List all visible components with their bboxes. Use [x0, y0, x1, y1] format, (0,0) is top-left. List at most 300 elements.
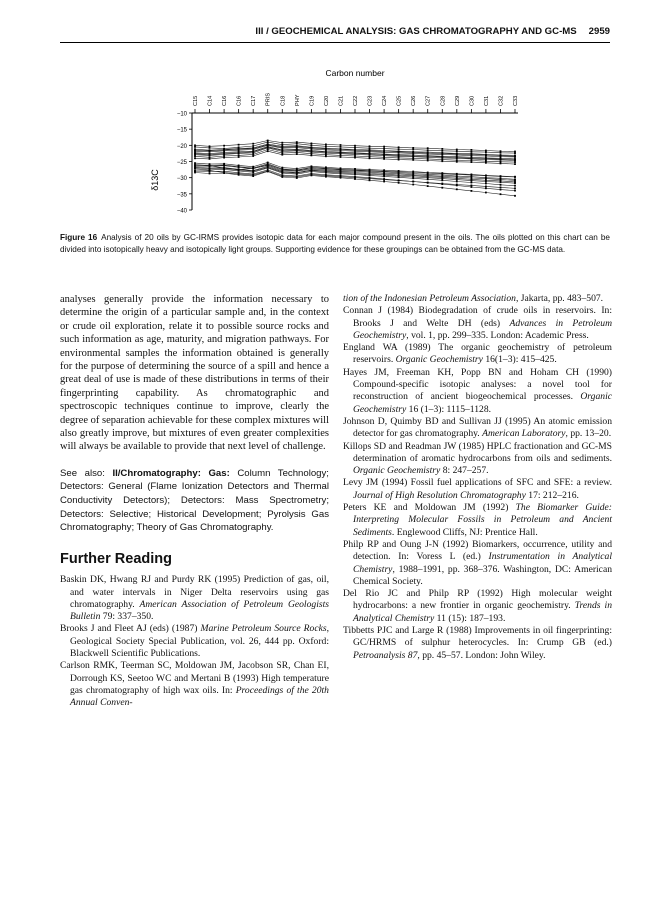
data-point — [340, 176, 342, 178]
running-header — [60, 26, 610, 38]
data-point — [252, 148, 254, 150]
reference-entry — [343, 477, 612, 502]
figure-caption-text: Analysis of 20 oils by GC-IRMS provides isotopic data for each major compound present in the oils. The oils plotted on this chart can be divided into isotopically heavy and isotopically light groups. Supporting evidence for these groupings can be obtained from the GC-MS data. — [60, 233, 610, 254]
reference-text: Connan J (1984) Biodegradation of crude oils in reservoirs. In: Brooks J and Welte DH (eds) — [343, 305, 612, 329]
data-point — [398, 175, 400, 177]
reference-entry — [60, 660, 329, 709]
data-point — [223, 164, 225, 166]
x-tick-label: C31 — [483, 95, 490, 106]
data-point — [325, 145, 327, 147]
data-point — [485, 187, 487, 189]
data-point — [340, 146, 342, 148]
data-point — [383, 148, 385, 150]
data-point — [238, 166, 240, 168]
data-point — [311, 155, 313, 157]
data-point — [485, 151, 487, 153]
data-point — [267, 170, 269, 172]
data-point — [296, 176, 298, 178]
data-point — [427, 160, 429, 162]
data-point — [311, 168, 313, 170]
data-point — [209, 165, 211, 167]
data-point — [369, 150, 371, 152]
data-point — [485, 178, 487, 180]
data-point — [194, 162, 196, 164]
data-point — [296, 169, 298, 171]
x-tick-label: C22 — [353, 95, 359, 106]
running-title: III / GEOCHEMICAL ANALYSIS: GAS CHROMATOGRAPHY AND GC-MS — [255, 26, 577, 37]
data-point — [267, 163, 269, 165]
data-point — [398, 171, 400, 173]
reference-text: 79: 337–350. — [100, 611, 154, 623]
x-tick-label: C16 — [236, 95, 243, 106]
data-point — [471, 182, 473, 184]
data-point — [252, 143, 254, 145]
data-point — [456, 153, 458, 155]
data-point — [223, 172, 225, 174]
data-point — [369, 179, 371, 181]
reference-text: Philp RP and Oung J-N (1992) Biomarkers, occurrence, utility and detection. In: Voress L (ed.) — [343, 538, 612, 563]
data-point — [427, 147, 429, 149]
reference-text: Killops SD and Readman JW (1985) HPLC fractionation and GC-MS determination of aromatic hydrocarbons from oils and sediments. — [343, 440, 612, 464]
data-point — [354, 171, 356, 173]
see-also-label: See also: — [60, 467, 105, 479]
data-point — [514, 179, 516, 181]
reference-text: , Jakarta, pp. 483–507. — [515, 293, 604, 304]
data-point — [281, 150, 283, 152]
data-point — [340, 170, 342, 172]
data-point — [325, 169, 327, 171]
data-point — [500, 189, 502, 191]
data-point — [194, 165, 196, 167]
right-column — [343, 293, 612, 662]
x-tick-label: C29 — [454, 95, 461, 106]
data-point — [441, 156, 443, 158]
data-point — [325, 144, 327, 146]
data-point — [252, 154, 254, 156]
data-point — [340, 172, 342, 174]
y-tick-label: −15 — [176, 127, 187, 134]
data-point — [398, 155, 400, 157]
data-point — [398, 157, 400, 159]
data-point — [194, 170, 196, 172]
data-point — [194, 144, 196, 146]
data-point — [369, 153, 371, 155]
data-point — [412, 159, 414, 161]
data-point — [441, 187, 443, 189]
data-point — [398, 151, 400, 153]
data-point — [194, 167, 196, 169]
data-point — [514, 161, 516, 163]
data-point — [354, 153, 356, 155]
data-point — [267, 141, 269, 143]
data-point — [441, 173, 443, 175]
data-point — [296, 153, 298, 155]
data-point — [456, 149, 458, 151]
data-point — [427, 182, 429, 184]
reference-text: Hayes JM, Freeman KH, Popp BN and Hoham CH (1990) Compound-specific isotopic analyses: a novel tool for reconstruction of ancient biogeochemical processes. — [343, 366, 612, 403]
data-point — [500, 155, 502, 157]
data-point — [209, 147, 211, 149]
x-tick-label: C16 — [222, 95, 229, 106]
data-point — [500, 179, 502, 181]
data-point — [398, 182, 400, 184]
data-point — [296, 143, 298, 145]
reference-entry — [343, 588, 612, 625]
data-point — [209, 173, 211, 175]
reference-title: Trends in Analytical Chemistry — [353, 600, 612, 624]
category-labels — [193, 93, 519, 106]
data-point — [311, 147, 313, 149]
data-point — [485, 175, 487, 177]
reference-title: Marine Petroleum Source Rocks — [200, 623, 327, 635]
data-point — [500, 181, 502, 183]
data-point — [194, 164, 196, 166]
reference-text: , pp. 13–20. — [565, 428, 612, 440]
data-point — [325, 151, 327, 153]
reference-text: Del Rio JC and Philp RP (1992) High molecular weight hydrocarbons: a new frontier in organic geochemistry. — [343, 588, 612, 612]
data-point — [514, 155, 516, 157]
data-point — [238, 155, 240, 157]
data-point — [340, 155, 342, 157]
reference-text: 8: 247–257. — [440, 465, 489, 477]
data-point — [369, 156, 371, 158]
reference-text: , 1988–1991, pp. 368–376. Washington, DC: American Chemical Society. — [353, 563, 612, 587]
data-point — [383, 179, 385, 181]
reference-title: The Biomarker Guide: Interpreting Molecular Fossils in Petroleum and Ancient Sediments — [353, 502, 612, 538]
reference-entry — [343, 539, 612, 588]
x-tick-label: C26 — [411, 95, 418, 106]
data-point — [500, 176, 502, 178]
x-tick-label: C14 — [207, 95, 214, 106]
reference-text: . Englewood Cliffs, NJ: Prentice Hall. — [391, 526, 538, 538]
reference-entry — [343, 441, 612, 478]
data-point — [412, 147, 414, 149]
left-column — [60, 293, 329, 710]
data-point — [369, 157, 371, 159]
data-point — [354, 147, 356, 149]
data-point — [252, 151, 254, 153]
data-point — [427, 178, 429, 180]
data-point — [398, 180, 400, 182]
data-point — [514, 151, 516, 153]
data-point — [267, 144, 269, 146]
data-point — [485, 181, 487, 183]
data-point — [267, 150, 269, 152]
data-point — [485, 162, 487, 164]
data-point — [223, 157, 225, 159]
data-point — [369, 147, 371, 149]
data-point — [471, 186, 473, 188]
data-point — [223, 149, 225, 151]
data-point — [383, 181, 385, 183]
data-point — [311, 144, 313, 146]
data-point — [267, 149, 269, 151]
x-tick-label: C20 — [323, 95, 330, 106]
data-point — [325, 148, 327, 150]
data-point — [325, 171, 327, 173]
y-tick-label: −30 — [176, 176, 187, 183]
x-tick-label: C25 — [396, 95, 403, 106]
data-point — [238, 156, 240, 158]
data-point — [281, 152, 283, 154]
data-point — [471, 157, 473, 159]
reference-text: Carlson RMK, Teerman SC, Moldowan JM, Jacobson SR, Chan EI, Dorrough KS, Seetoo WC and Mertani B (1993) High temperature gas chromatography of high wax oils. In: — [60, 660, 329, 696]
reference-text: 16 (1–3): 1115–1128. — [406, 403, 492, 415]
data-point — [354, 173, 356, 175]
reference-text: , vol. 1, pp. 299–335. London: Academic Press. — [406, 329, 589, 341]
x-tick-label: C19 — [309, 95, 316, 106]
data-point — [398, 159, 400, 161]
data-point — [427, 172, 429, 174]
reference-list-left — [60, 574, 329, 709]
data-point — [514, 152, 516, 154]
reference-entry — [343, 293, 612, 305]
data-point — [412, 155, 414, 157]
data-point — [354, 155, 356, 157]
data-point — [340, 149, 342, 151]
data-point — [252, 167, 254, 169]
data-point — [500, 184, 502, 186]
data-point — [514, 195, 516, 197]
data-point — [471, 177, 473, 179]
data-point — [281, 175, 283, 177]
data-point — [456, 161, 458, 163]
reference-text: Johnson D, Quimby BD and Sullivan JJ (1995) An atomic emission detector for gas chromatography. — [343, 415, 612, 440]
reference-title: tion of the Indonesian Petroleum Association — [343, 293, 516, 304]
y-tick-label: −35 — [176, 192, 187, 199]
data-point — [441, 153, 443, 155]
reference-text: 11 (15): 187–193. — [434, 612, 506, 624]
data-point — [412, 172, 414, 174]
data-point — [471, 151, 473, 153]
reference-text: , Geological Society Special Publication, vol. 26, 444 pp. Oxford: Blackwell Scientific Publications. — [70, 623, 329, 660]
data-point — [209, 168, 211, 170]
data-point — [412, 184, 414, 186]
y-tick-label: −40 — [176, 208, 187, 215]
data-point — [296, 149, 298, 151]
data-point — [311, 150, 313, 152]
data-point — [456, 157, 458, 159]
data-point — [500, 150, 502, 152]
data-point — [325, 175, 327, 177]
x-tick-label: C15 — [193, 95, 199, 106]
data-point — [471, 185, 473, 187]
reference-text: Peters KE and Moldowan JM (1992) — [343, 502, 516, 514]
data-point — [500, 152, 502, 154]
reference-title: Journal of High Resolution Chromatography — [353, 489, 526, 501]
data-point — [456, 174, 458, 176]
data-point — [238, 173, 240, 175]
data-point — [383, 174, 385, 176]
data-point — [252, 170, 254, 172]
data-point — [427, 155, 429, 157]
data-point — [311, 170, 313, 172]
data-point — [441, 160, 443, 162]
data-point — [354, 177, 356, 179]
data-point — [383, 146, 385, 148]
data-point — [412, 181, 414, 183]
data-point — [354, 169, 356, 171]
reference-title: American Association of Petroleum Geologists Bulletin — [70, 598, 329, 623]
data-point — [267, 140, 269, 142]
x-tick-label: C18 — [280, 95, 287, 106]
data-point — [514, 159, 516, 161]
data-point — [441, 150, 443, 152]
data-point — [194, 153, 196, 155]
data-point — [281, 171, 283, 173]
see-also-links[interactable]: Column Technology; Detectors: General (Flame Ionization Detectors and Thermal Conductivity Detectors); Detectors: Mass Spectrometry; Detectors: Selective; Historical Development; Pyrolysis Gas Chromatography; Theory of Gas Chromatography. — [60, 467, 329, 534]
data-point — [427, 158, 429, 160]
data-point — [194, 157, 196, 159]
data-point — [412, 157, 414, 159]
data-point — [456, 184, 458, 186]
data-point — [485, 183, 487, 185]
data-point — [325, 167, 327, 169]
data-point — [369, 145, 371, 147]
data-point — [485, 158, 487, 160]
reference-text: 16(1–3): 415–425. — [482, 354, 557, 366]
reference-text: 17: 212–216. — [525, 489, 579, 501]
data-point — [325, 155, 327, 157]
reference-entry — [60, 623, 329, 660]
data-point — [514, 187, 516, 189]
data-point — [267, 146, 269, 148]
x-tick-label: C27 — [425, 95, 432, 106]
data-point — [471, 161, 473, 163]
data-point — [238, 169, 240, 171]
data-point — [223, 155, 225, 157]
x-tick-label: C21 — [338, 95, 345, 106]
data-point — [500, 193, 502, 195]
data-point — [398, 173, 400, 175]
data-point — [500, 163, 502, 165]
data-point — [441, 159, 443, 161]
see-also-bold: II/Chromatography: Gas: — [112, 467, 230, 479]
data-point — [427, 177, 429, 179]
data-point — [209, 170, 211, 172]
data-point — [252, 145, 254, 147]
figure-label: Figure 16 — [60, 233, 98, 242]
data-point — [456, 181, 458, 183]
see-also — [60, 467, 329, 535]
data-point — [427, 152, 429, 154]
y-tick-label: −25 — [176, 160, 187, 166]
data-point — [471, 180, 473, 182]
data-point — [209, 156, 211, 158]
data-point — [281, 154, 283, 156]
data-point — [471, 174, 473, 176]
data-point — [456, 188, 458, 190]
reference-title: Organic Geochemistry — [395, 354, 483, 366]
data-point — [369, 171, 371, 173]
data-point — [383, 156, 385, 158]
data-point — [485, 186, 487, 188]
data-point — [354, 149, 356, 151]
data-point — [500, 161, 502, 163]
data-point — [427, 185, 429, 187]
y-axis-label: δ13C — [150, 169, 160, 191]
page-number: 2959 — [588, 26, 610, 37]
chart-series — [194, 140, 516, 197]
reference-title: Petroanalysis 87 — [353, 649, 418, 661]
data-point — [383, 154, 385, 156]
data-point — [209, 154, 211, 156]
figure-caption — [60, 232, 610, 256]
data-point — [514, 176, 516, 178]
reference-text: England WA (1989) The organic geochemistry of petroleum reservoirs. — [343, 342, 612, 366]
reference-title: Organic Geochemistry — [353, 465, 441, 477]
data-point — [485, 154, 487, 156]
data-point — [340, 168, 342, 170]
data-point — [500, 158, 502, 160]
x-tick-label: C23 — [367, 95, 374, 106]
data-point — [412, 174, 414, 176]
data-point — [267, 166, 269, 168]
data-point — [267, 165, 269, 167]
x-tick-label: C17 — [251, 95, 258, 106]
data-point — [296, 146, 298, 148]
reference-entry — [60, 574, 329, 623]
data-point — [412, 176, 414, 178]
data-point — [471, 149, 473, 151]
data-point — [194, 149, 196, 151]
data-point — [238, 148, 240, 150]
data-point — [281, 146, 283, 148]
data-point — [281, 144, 283, 146]
data-point — [383, 151, 385, 153]
reference-title: Advances in Petroleum Geochemistry — [353, 317, 612, 341]
header-rule — [60, 42, 610, 43]
data-point — [383, 158, 385, 160]
data-point — [398, 146, 400, 148]
data-point — [485, 150, 487, 152]
data-point — [238, 144, 240, 146]
data-point — [223, 145, 225, 147]
data-point — [456, 179, 458, 181]
data-point — [398, 148, 400, 150]
data-point — [369, 174, 371, 176]
data-point — [471, 154, 473, 156]
data-point — [311, 166, 313, 168]
data-point — [500, 187, 502, 189]
body-paragraph: analyses generally provide the information necessary to determine the origin of a particular sample and, in the context or crude oil exploration, relate it to possible source rocks and such information as age, maturity, and migration pathways. For environmental samples the information obtained is generally for the purpose of determining the source of a spill and hence a great deal of use is made of these distributions in terms of their fingerprinting capability. As chromatographic and spectroscopic techniques continue to improve, clearly the degree of separation achievable for these complex mixtures will also greatly improve, but mixtures of even greater complexities will always be available to provide that next level of challenge. — [60, 294, 329, 453]
reference-entry — [343, 305, 612, 342]
data-point — [340, 144, 342, 146]
x-tick-label: C32 — [498, 95, 505, 106]
data-point — [296, 141, 298, 143]
data-point — [485, 160, 487, 162]
data-point — [456, 150, 458, 152]
data-point — [383, 172, 385, 174]
reference-text: Tibbetts PJC and Large R (1988) Improvements in oil fingerprinting: GC/HRMS of sulphur heterocycles. In: Crump GB (ed.) — [343, 625, 612, 649]
data-point — [209, 158, 211, 160]
x-tick-label: C28 — [440, 95, 447, 106]
data-point — [281, 142, 283, 144]
reference-title: Organic Geochemistry — [353, 391, 612, 415]
reference-title: Instrumentation in Analytical Chemistry — [353, 551, 612, 575]
data-point — [471, 160, 473, 162]
data-point — [252, 155, 254, 157]
reference-text: Brooks J and Fleet AJ (eds) (1987) — [60, 623, 201, 635]
data-point — [354, 157, 356, 159]
data-point — [369, 178, 371, 180]
data-point — [296, 172, 298, 174]
x-tick-label: C30 — [469, 95, 476, 106]
isotope-chart — [140, 62, 530, 222]
data-point — [514, 163, 516, 165]
data-point — [427, 175, 429, 177]
data-point — [441, 183, 443, 185]
